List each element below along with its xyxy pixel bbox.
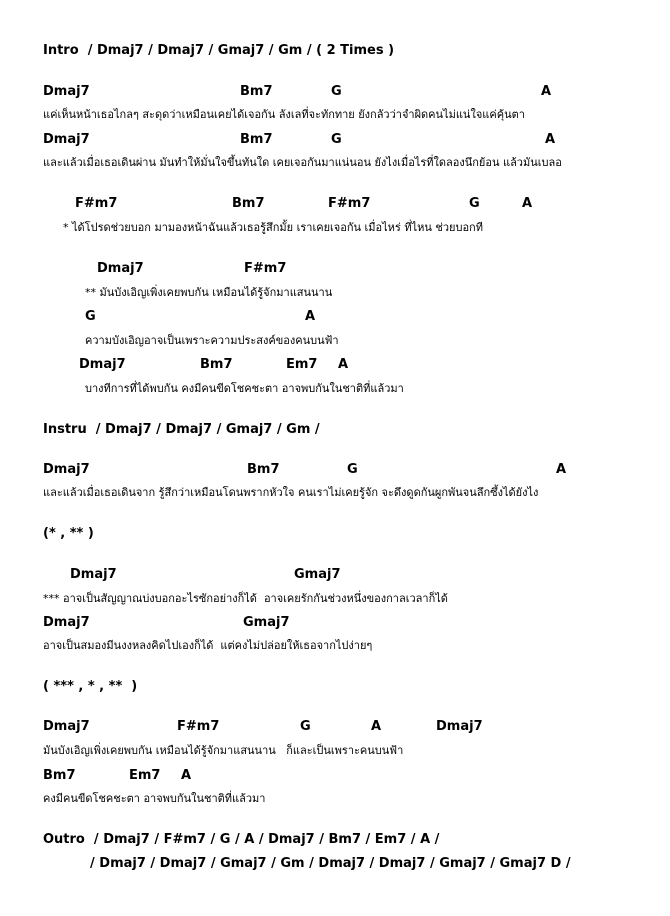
chord: A [181,768,192,783]
chord: F#m7 [244,261,287,276]
chord: A [556,462,567,477]
chord: Bm7 [240,132,273,147]
chord: G [85,309,96,324]
chord: A [522,196,533,211]
chord: G [331,132,342,147]
chord: G [331,84,342,99]
chord: A [545,132,556,147]
lyric-line: ** มันบังเอิญเพิ่งเคยพบกัน เหมือนได้รู้จักมาแสนนาน [85,286,333,299]
repeat-marker: (* , ** ) [43,526,94,541]
lyric-line: คงมีคนขีดโชคชะตา อาจพบกันในชาติที่แล้วมา [43,792,266,805]
chord: A [305,309,316,324]
chord: Bm7 [43,768,76,783]
lyric-line: แค่เห็นหน้าเธอไกลๆ สะดุดว่าเหมือนเคยได้เจอกัน ลังเลที่จะทักทาย ยังกลัวว่าจำผิดคนไม่แน่ใจแค่คุ้นตา [43,108,525,121]
chord: Em7 [129,768,161,783]
chord: Dmaj7 [70,567,117,582]
chord: F#m7 [75,196,118,211]
lyric-line: * ได้โปรดช่วยบอก มามองหน้าฉันแล้วเธอรู้สึกมั้ย เราเคยเจอกัน เมื่อไหร่ ที่ไหน ช่วยบอกที [63,221,483,234]
lyric-line: *** อาจเป็นสัญญาณบ่งบอกอะไรซักอย่างก็ได้ อาจเคยรักกันช่วงหนึ่งของกาลเวลาก็ได้ [43,592,448,605]
chord: Dmaj7 [43,719,90,734]
chord: F#m7 [328,196,371,211]
repeat-marker: ( *** , * , ** ) [43,679,138,694]
chord: Dmaj7 [43,132,90,147]
chord: G [469,196,480,211]
chord: Dmaj7 [43,84,90,99]
lyric-line: และแล้วเมื่อเธอเดินจาก รู้สึกว่าเหมือนโดนพรากหัวใจ คนเราไม่เคยรู้จัก จะดึงดูดกันผูกพันจนลึกซึ้งได้ยังไง [43,486,539,499]
lyric-line: ความบังเอิญอาจเป็นเพราะความประสงค์ของคนบนฟ้า [85,334,339,347]
chord: Gmaj7 [294,567,341,582]
lyric-line: อาจเป็นสมองมีนงงหลงคิดไปเองก็ได้ แต่คงไม่ปล่อยให้เธอจากไปง่ายๆ [43,639,373,652]
chord: Bm7 [240,84,273,99]
chord: F#m7 [177,719,220,734]
chord: Dmaj7 [43,615,90,630]
chord: A [338,357,349,372]
outro-line-2: / Dmaj7 / Dmaj7 / Gmaj7 / Gm / Dmaj7 / Dmaj7 / Gmaj7 / Gmaj7 D / [90,856,571,871]
chord: Bm7 [200,357,233,372]
chord: G [347,462,358,477]
instru-line: Instru / Dmaj7 / Dmaj7 / Gmaj7 / Gm / [43,422,320,437]
chord: Bm7 [247,462,280,477]
outro-line: Outro / Dmaj7 / F#m7 / G / A / Dmaj7 / Bm7 / Em7 / A / [43,832,440,847]
chord: A [371,719,382,734]
chord: Dmaj7 [79,357,126,372]
chord: Dmaj7 [436,719,483,734]
intro-line: Intro / Dmaj7 / Dmaj7 / Gmaj7 / Gm / ( 2 Times ) [43,43,395,58]
lyric-line: และแล้วเมื่อเธอเดินผ่าน มันทำให้มั่นใจขึ้นทันใด เคยเจอกันมาแน่นอน ยังไงเมื่อไรที่ใดลองนึกย้อน แล้วมันเบลอ [43,156,562,169]
chord: Bm7 [232,196,265,211]
lyric-line: มันบังเอิญเพิ่งเคยพบกัน เหมือนได้รู้จักมาแสนนาน ก็และเป็นเพราะคนบนฟ้า [43,744,404,757]
chord: Dmaj7 [97,261,144,276]
chord: Em7 [286,357,318,372]
chord: Gmaj7 [243,615,290,630]
chord: A [541,84,552,99]
chord: G [300,719,311,734]
chord: Dmaj7 [43,462,90,477]
lyric-line: บางทีการที่ได้พบกัน คงมีคนขีดโชคชะตา อาจพบกันในชาติที่แล้วมา [85,382,404,395]
